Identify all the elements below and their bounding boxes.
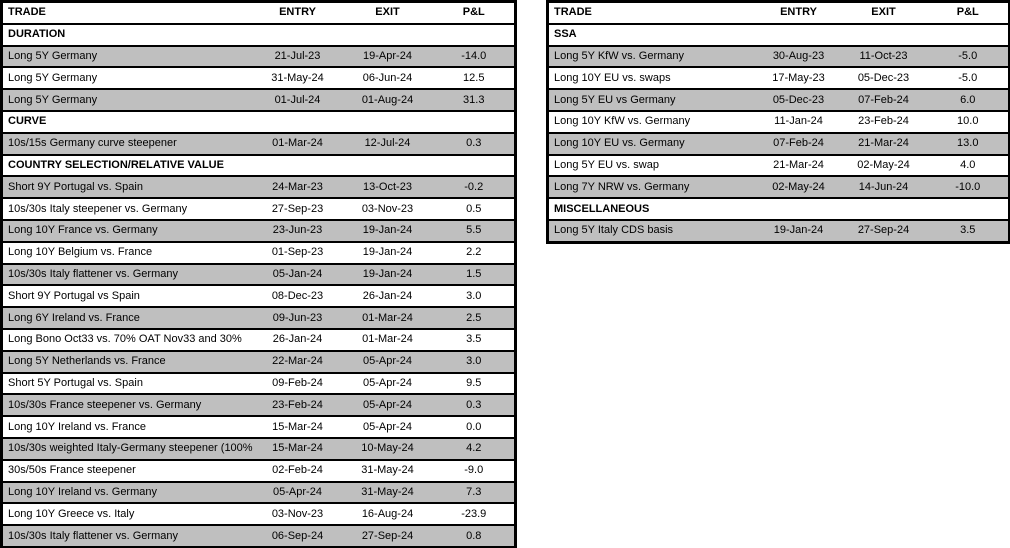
table-row [548,176,1010,198]
exit-cell: 27-Sep-24 [342,525,434,547]
column-header-entry: ENTRY [758,2,840,24]
trade-cell: 10s/30s Italy steepener vs. Germany [2,198,254,220]
table-row [2,329,516,351]
exit-cell: 14-Jun-24 [840,176,928,198]
entry-cell: 05-Dec-23 [758,89,840,111]
header-row [2,2,516,24]
trade-cell: Long 5Y Germany [2,46,254,68]
trades-table-right [546,0,1010,244]
exit-cell: 31-May-24 [342,460,434,482]
table-row [2,460,516,482]
entry-cell: 24-Mar-23 [254,176,342,198]
exit-cell: 05-Apr-24 [342,416,434,438]
section-row [2,155,516,177]
exit-cell: 06-Jun-24 [342,67,434,89]
trade-cell: 10s/30s Italy flattener vs. Germany [2,525,254,547]
pnl-cell: -5.0 [928,46,1010,68]
table-row [2,373,516,395]
section-row [2,111,516,133]
column-header-trade: TRADE [548,2,758,24]
trade-cell: Long 5Y KfW vs. Germany [548,46,758,68]
entry-cell: 03-Nov-23 [254,503,342,525]
entry-cell: 19-Jan-24 [758,220,840,242]
exit-cell: 16-Aug-24 [342,503,434,525]
exit-cell: 13-Oct-23 [342,176,434,198]
table-row [2,89,516,111]
pnl-cell: 9.5 [434,373,516,395]
section-row [548,198,1010,220]
entry-cell: 01-Sep-23 [254,242,342,264]
header-row [548,2,1010,24]
pnl-cell: 13.0 [928,133,1010,155]
pnl-cell: 0.0 [434,416,516,438]
pnl-cell: 4.2 [434,438,516,460]
pnl-cell: 2.2 [434,242,516,264]
trade-cell: 10s/30s Italy flattener vs. Germany [2,264,254,286]
exit-cell: 05-Apr-24 [342,394,434,416]
table-row [2,503,516,525]
trade-cell: Short 9Y Portugal vs Spain [2,285,254,307]
table-row [548,220,1010,242]
pnl-cell: 0.8 [434,525,516,547]
table-row [2,220,516,242]
trade-cell: Long 10Y Ireland vs. Germany [2,482,254,504]
entry-cell: 05-Jan-24 [254,264,342,286]
pnl-cell: -0.2 [434,176,516,198]
trade-cell: Long 10Y France vs. Germany [2,220,254,242]
table-row [2,176,516,198]
exit-cell: 31-May-24 [342,482,434,504]
exit-cell: 27-Sep-24 [840,220,928,242]
trade-cell: 10s/15s Germany curve steepener [2,133,254,155]
entry-cell: 23-Jun-23 [254,220,342,242]
entry-cell: 06-Sep-24 [254,525,342,547]
pnl-cell: 2.5 [434,307,516,329]
trade-cell: Long 5Y Netherlands vs. France [2,351,254,373]
trade-cell: 30s/50s France steepener [2,460,254,482]
pnl-cell: -5.0 [928,67,1010,89]
section-header: SSA [548,24,1010,46]
exit-cell: 21-Mar-24 [840,133,928,155]
exit-cell: 01-Aug-24 [342,89,434,111]
exit-cell: 11-Oct-23 [840,46,928,68]
entry-cell: 30-Aug-23 [758,46,840,68]
exit-cell: 03-Nov-23 [342,198,434,220]
trade-cell: Long 10Y EU vs. swaps [548,67,758,89]
pnl-cell: 1.5 [434,264,516,286]
table-row [548,46,1010,68]
exit-cell: 26-Jan-24 [342,285,434,307]
pnl-cell: 6.0 [928,89,1010,111]
trade-cell: Long 6Y Ireland vs. France [2,307,254,329]
entry-cell: 15-Mar-24 [254,416,342,438]
entry-cell: 11-Jan-24 [758,111,840,133]
pnl-cell: 12.5 [434,67,516,89]
table-row [548,89,1010,111]
table-row [2,351,516,373]
table-row [2,307,516,329]
exit-cell: 23-Feb-24 [840,111,928,133]
exit-cell: 05-Apr-24 [342,351,434,373]
pnl-cell: 3.0 [434,285,516,307]
entry-cell: 01-Mar-24 [254,133,342,155]
exit-cell: 10-May-24 [342,438,434,460]
trade-cell: Long 10Y Belgium vs. France [2,242,254,264]
trade-cell: Long 10Y EU vs. Germany [548,133,758,155]
trade-cell: Long 7Y NRW vs. Germany [548,176,758,198]
section-header: DURATION [2,24,516,46]
pnl-cell: 10.0 [928,111,1010,133]
table-row [2,46,516,68]
entry-cell: 09-Jun-23 [254,307,342,329]
pnl-cell: 3.5 [928,220,1010,242]
entry-cell: 08-Dec-23 [254,285,342,307]
column-header-exit: EXIT [342,2,434,24]
trade-cell: Long 5Y Italy CDS basis [548,220,758,242]
pnl-cell: 7.3 [434,482,516,504]
table-row [2,482,516,504]
entry-cell: 02-Feb-24 [254,460,342,482]
entry-cell: 21-Jul-23 [254,46,342,68]
trade-cell: 10s/30s weighted Italy-Germany steepener (100% [2,438,254,460]
entry-cell: 02-May-24 [758,176,840,198]
pnl-cell: 3.0 [434,351,516,373]
column-header-trade: TRADE [2,2,254,24]
entry-cell: 05-Apr-24 [254,482,342,504]
table-row [2,67,516,89]
table-row [548,155,1010,177]
exit-cell: 19-Jan-24 [342,264,434,286]
table-row [2,198,516,220]
section-header: MISCELLANEOUS [548,198,1010,220]
pnl-cell: 4.0 [928,155,1010,177]
trade-cell: Short 5Y Portugal vs. Spain [2,373,254,395]
section-row [2,24,516,46]
entry-cell: 22-Mar-24 [254,351,342,373]
section-header: COUNTRY SELECTION/RELATIVE VALUE [2,155,516,177]
entry-cell: 21-Mar-24 [758,155,840,177]
pnl-cell: -10.0 [928,176,1010,198]
pnl-cell: 3.5 [434,329,516,351]
exit-cell: 12-Jul-24 [342,133,434,155]
trade-cell: Long 10Y KfW vs. Germany [548,111,758,133]
trade-cell: Long 5Y EU vs. swap [548,155,758,177]
table-row [548,67,1010,89]
column-header-pnl: P&L [928,2,1010,24]
trade-cell: Short 9Y Portugal vs. Spain [2,176,254,198]
entry-cell: 23-Feb-24 [254,394,342,416]
exit-cell: 01-Mar-24 [342,329,434,351]
table-row [2,416,516,438]
section-row [548,24,1010,46]
entry-cell: 26-Jan-24 [254,329,342,351]
table-row [2,525,516,547]
entry-cell: 31-May-24 [254,67,342,89]
entry-cell: 01-Jul-24 [254,89,342,111]
table-row [2,438,516,460]
exit-cell: 01-Mar-24 [342,307,434,329]
pnl-cell: 0.3 [434,394,516,416]
pnl-cell: 5.5 [434,220,516,242]
entry-cell: 15-Mar-24 [254,438,342,460]
trade-cell: Long 10Y Ireland vs. France [2,416,254,438]
exit-cell: 19-Apr-24 [342,46,434,68]
exit-cell: 05-Apr-24 [342,373,434,395]
column-header-entry: ENTRY [254,2,342,24]
section-header: CURVE [2,111,516,133]
column-header-exit: EXIT [840,2,928,24]
pnl-cell: 31.3 [434,89,516,111]
exit-cell: 07-Feb-24 [840,89,928,111]
table-row [2,394,516,416]
entry-cell: 07-Feb-24 [758,133,840,155]
exit-cell: 19-Jan-24 [342,220,434,242]
entry-cell: 09-Feb-24 [254,373,342,395]
trade-cell: Long 5Y Germany [2,89,254,111]
column-header-pnl: P&L [434,2,516,24]
table-row [2,264,516,286]
exit-cell: 19-Jan-24 [342,242,434,264]
trade-cell: 10s/30s France steepener vs. Germany [2,394,254,416]
table-row [2,133,516,155]
trade-cell: Long 5Y EU vs Germany [548,89,758,111]
exit-cell: 02-May-24 [840,155,928,177]
pnl-cell: -23.9 [434,503,516,525]
table-row [548,111,1010,133]
pnl-cell: -14.0 [434,46,516,68]
pnl-cell: 0.5 [434,198,516,220]
pnl-cell: 0.3 [434,133,516,155]
entry-cell: 17-May-23 [758,67,840,89]
table-row [2,285,516,307]
exit-cell: 05-Dec-23 [840,67,928,89]
table-row [548,133,1010,155]
trade-cell: Long 10Y Greece vs. Italy [2,503,254,525]
trade-cell: Long Bono Oct33 vs. 70% OAT Nov33 and 30% [2,329,254,351]
table-row [2,242,516,264]
trade-cell: Long 5Y Germany [2,67,254,89]
pnl-cell: -9.0 [434,460,516,482]
entry-cell: 27-Sep-23 [254,198,342,220]
